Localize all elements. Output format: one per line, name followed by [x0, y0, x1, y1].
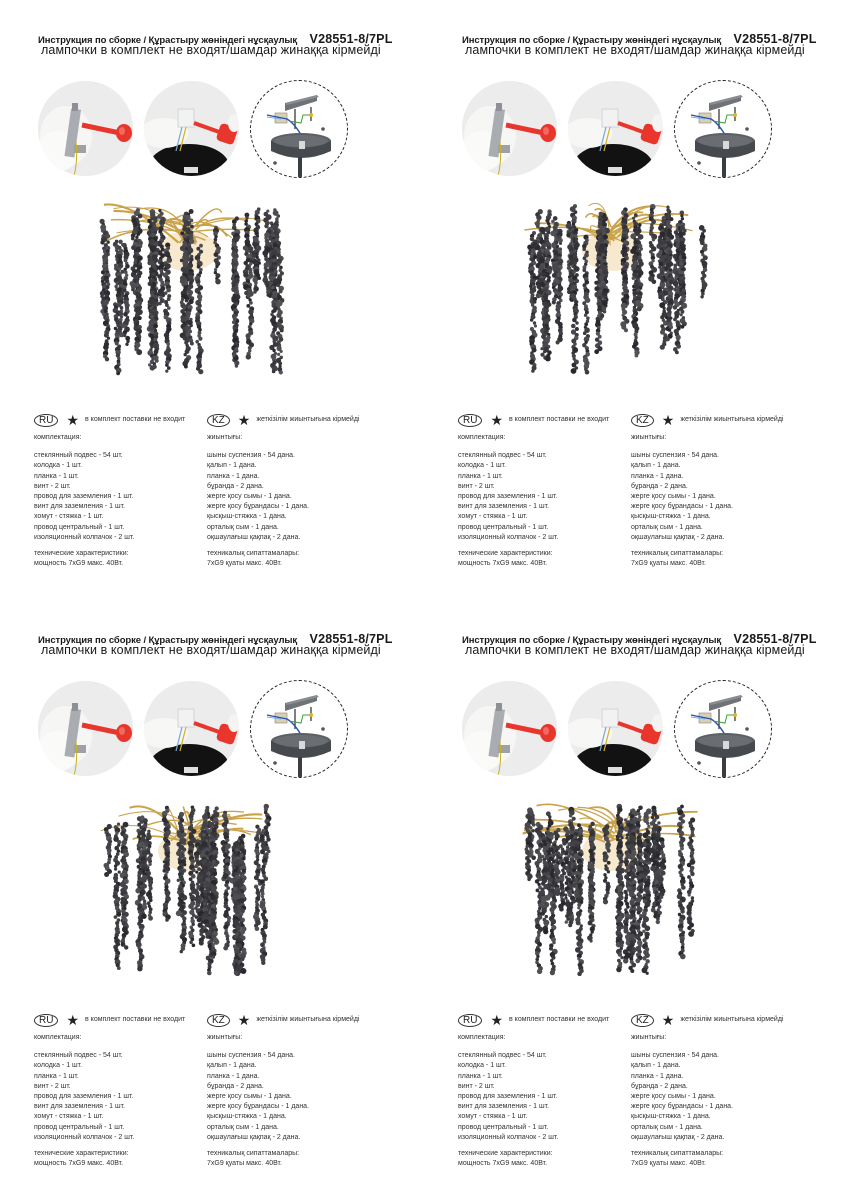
list-item: колодка - 1 шт. — [458, 1062, 507, 1070]
list-item: планка - 1 шт. — [34, 472, 79, 480]
ru-language-badge: RU — [34, 414, 58, 427]
mounting-diagram — [674, 80, 772, 178]
ru-specs-value: мощность 7xG9 макс. 40Вт. — [458, 560, 548, 568]
list-item: жерге қосу бұрандасы - 1 дана. — [631, 503, 734, 511]
instruction-title: Инструкция по сборке / Құрастыру жөніндегі нұсқаулық — [462, 35, 722, 46]
list-item: винт - 2 шт. — [458, 1082, 495, 1090]
ru-kit-heading: комплектация: — [34, 1034, 82, 1041]
kz-specs — [631, 549, 831, 569]
kz-specs-value: 7xG9 қуаты макс. 40Вт. — [631, 560, 706, 568]
kz-not-included-note: жеткізілім жиынтығына кірмейді — [256, 1015, 360, 1023]
kz-specs — [207, 549, 407, 569]
ru-specification-block — [458, 1013, 633, 1169]
ru-kit-list — [34, 451, 209, 543]
ru-kit-heading: комплектация: — [458, 1034, 506, 1041]
kz-not-included-note: жеткізілім жиынтығына кірмейді — [680, 415, 784, 423]
instruction-title: Инструкция по сборке / Құрастыру жөніндегі нұсқаулық — [462, 635, 722, 646]
list-item: орталық сым - 1 дана. — [207, 523, 279, 531]
list-item: планка - 1 дана. — [631, 1072, 684, 1080]
kz-kit-heading: жиынтығы: — [631, 1034, 667, 1041]
ru-specification-block — [34, 413, 209, 569]
list-item: хомут - стяжка - 1 шт. — [34, 513, 104, 521]
screwdriver-clamp-photo — [38, 81, 133, 176]
list-item: стеклянный подвес - 54 шт. — [458, 1052, 547, 1060]
model-number: V28551-8/7PL — [309, 32, 393, 46]
ru-specs-heading: технические характеристики: — [34, 550, 129, 558]
list-item: жерге қосу бұрандасы - 1 дана. — [631, 1103, 734, 1111]
ru-specs-value: мощность 7xG9 макс. 40Вт. — [34, 560, 124, 568]
kz-specification-block — [207, 413, 407, 569]
list-item: қалып - 1 дана. — [631, 462, 681, 470]
chandelier-product-image — [88, 196, 288, 376]
instruction-panel — [456, 628, 848, 1200]
ru-not-included-note: в комплект поставки не входит — [509, 415, 610, 423]
list-item: қалып - 1 дана. — [207, 462, 257, 470]
list-item: жерге қосу бұрандасы - 1 дана. — [207, 1103, 310, 1111]
ru-language-badge: RU — [458, 414, 482, 427]
asterisk-icon: ★ — [661, 1012, 675, 1028]
list-item: провод центральный - 1 шт. — [458, 1123, 549, 1131]
ru-language-badge: RU — [34, 1014, 58, 1027]
list-item: қысқыш-стяжка - 1 дана. — [207, 1113, 287, 1121]
kz-specs-heading: техникалық сипаттамалары: — [207, 1150, 300, 1158]
asterisk-icon: ★ — [237, 412, 251, 428]
list-item: изоляционный колпачок - 2 шт. — [458, 1133, 559, 1141]
list-item: шыны суспензия - 54 дана. — [207, 452, 296, 460]
kz-specs — [631, 1149, 831, 1169]
ru-specs — [34, 549, 209, 569]
asterisk-icon: ★ — [490, 1012, 504, 1028]
list-item: хомут - стяжка - 1 шт. — [458, 513, 528, 521]
kz-kit-heading: жиынтығы: — [631, 434, 667, 441]
kz-language-badge: KZ — [631, 1014, 654, 1027]
list-item: провод центральный - 1 шт. — [34, 1123, 125, 1131]
asterisk-icon: ★ — [661, 412, 675, 428]
ru-specs-value: мощность 7xG9 макс. 40Вт. — [34, 1160, 124, 1168]
list-item: планка - 1 дана. — [207, 472, 260, 480]
model-number: V28551-8/7PL — [309, 632, 393, 646]
list-item: оқшаулағыш қақпақ - 2 дана. — [631, 533, 725, 541]
screwdriver-terminal-photo — [568, 681, 663, 776]
kz-specs-heading: техникалық сипаттамалары: — [631, 1150, 724, 1158]
list-item: қысқыш-стяжка - 1 дана. — [631, 1113, 711, 1121]
ru-specification-block — [458, 413, 633, 569]
kz-specification-block — [631, 413, 831, 569]
kz-kit-heading: жиынтығы: — [207, 1034, 243, 1041]
ru-not-included-note: в комплект поставки не входит — [85, 1015, 186, 1023]
list-item: изоляционный колпачок - 2 шт. — [34, 1133, 135, 1141]
list-item: провод для заземления - 1 шт. — [34, 1093, 134, 1101]
list-item: провод центральный - 1 шт. — [458, 523, 549, 531]
list-item: бұранда - 2 дана. — [631, 482, 688, 490]
list-item: провод для заземления - 1 шт. — [34, 493, 134, 501]
list-item: винт для заземления - 1 шт. — [458, 1103, 550, 1111]
instruction-panel — [456, 28, 848, 608]
asterisk-icon: ★ — [237, 1012, 251, 1028]
ru-specs-heading: технические характеристики: — [458, 1150, 553, 1158]
list-item: бұранда - 2 дана. — [631, 1082, 688, 1090]
kz-kit-heading: жиынтығы: — [207, 434, 243, 441]
asterisk-icon: ★ — [66, 1012, 80, 1028]
ru-specification-block — [34, 1013, 209, 1169]
list-item: хомут - стяжка - 1 шт. — [34, 1113, 104, 1121]
ru-kit-list — [458, 451, 633, 543]
asterisk-icon: ★ — [66, 412, 80, 428]
chandelier-product-image — [512, 796, 712, 976]
ru-specs-heading: технические характеристики: — [34, 1150, 129, 1158]
kz-specs-value: 7xG9 қуаты макс. 40Вт. — [207, 1160, 282, 1168]
mounting-diagram — [250, 680, 348, 778]
screwdriver-clamp-photo — [462, 681, 557, 776]
mounting-diagram — [250, 80, 348, 178]
list-item: қысқыш-стяжка - 1 дана. — [631, 513, 711, 521]
kz-specs — [207, 1149, 407, 1169]
list-item: винт - 2 шт. — [34, 1082, 71, 1090]
screwdriver-terminal-photo — [568, 81, 663, 176]
list-item: жерге қосу бұрандасы - 1 дана. — [207, 503, 310, 511]
list-item: провод для заземления - 1 шт. — [458, 1093, 558, 1101]
list-item: стеклянный подвес - 54 шт. — [458, 452, 547, 460]
list-item: оқшаулағыш қақпақ - 2 дана. — [207, 533, 301, 541]
mounting-diagram — [674, 680, 772, 778]
ru-kit-list — [458, 1051, 633, 1143]
list-item: планка - 1 шт. — [458, 1072, 503, 1080]
ru-specs-value: мощность 7xG9 макс. 40Вт. — [458, 1160, 548, 1168]
list-item: планка - 1 шт. — [34, 1072, 79, 1080]
kz-language-badge: KZ — [207, 1014, 230, 1027]
list-item: винт для заземления - 1 шт. — [34, 1103, 126, 1111]
list-item: хомут - стяжка - 1 шт. — [458, 1113, 528, 1121]
screwdriver-terminal-photo — [144, 81, 239, 176]
list-item: шыны суспензия - 54 дана. — [207, 1052, 296, 1060]
list-item: стеклянный подвес - 54 шт. — [34, 1052, 123, 1060]
ru-specs-heading: технические характеристики: — [458, 550, 553, 558]
list-item: қалып - 1 дана. — [631, 1062, 681, 1070]
list-item: жерге қосу сымы - 1 дана. — [631, 493, 716, 501]
ru-specs — [458, 1149, 633, 1169]
instruction-panel — [32, 628, 432, 1200]
list-item: оқшаулағыш қақпақ - 2 дана. — [207, 1133, 301, 1141]
kz-kit-list — [207, 1051, 407, 1143]
ru-specs — [34, 1149, 209, 1169]
list-item: винт для заземления - 1 шт. — [34, 503, 126, 511]
list-item: колодка - 1 шт. — [34, 1062, 83, 1070]
kz-specs-heading: техникалық сипаттамалары: — [207, 550, 300, 558]
list-item: винт - 2 шт. — [458, 482, 495, 490]
ru-kit-heading: комплектация: — [458, 434, 506, 441]
model-number: V28551-8/7PL — [733, 32, 817, 46]
kz-kit-list — [631, 451, 831, 543]
list-item: изоляционный колпачок - 2 шт. — [458, 533, 559, 541]
kz-specs-value: 7xG9 қуаты макс. 40Вт. — [631, 1160, 706, 1168]
chandelier-product-image — [88, 796, 288, 976]
list-item: винт для заземления - 1 шт. — [458, 503, 550, 511]
list-item: қысқыш-стяжка - 1 дана. — [207, 513, 287, 521]
chandelier-product-image — [512, 196, 712, 376]
kz-kit-list — [207, 451, 407, 543]
list-item: колодка - 1 шт. — [458, 462, 507, 470]
asterisk-icon: ★ — [490, 412, 504, 428]
screwdriver-clamp-photo — [38, 681, 133, 776]
kz-kit-list — [631, 1051, 831, 1143]
model-number: V28551-8/7PL — [733, 632, 817, 646]
instruction-title: Инструкция по сборке / Құрастыру жөніндегі нұсқаулық — [38, 635, 298, 646]
list-item: планка - 1 шт. — [458, 472, 503, 480]
kz-not-included-note: жеткізілім жиынтығына кірмейді — [680, 1015, 784, 1023]
list-item: шыны суспензия - 54 дана. — [631, 452, 720, 460]
kz-specification-block — [631, 1013, 831, 1169]
ru-not-included-note: в комплект поставки не входит — [509, 1015, 610, 1023]
bulbs-not-included-note: лампочки в комплект не входят/шамдар жинаққа кірмейді — [465, 643, 805, 657]
list-item: орталық сым - 1 дана. — [631, 523, 703, 531]
bulbs-not-included-note: лампочки в комплект не входят/шамдар жинаққа кірмейді — [465, 43, 805, 57]
list-item: бұранда - 2 дана. — [207, 482, 264, 490]
ru-kit-list — [34, 1051, 209, 1143]
kz-specs-value: 7xG9 қуаты макс. 40Вт. — [207, 560, 282, 568]
kz-not-included-note: жеткізілім жиынтығына кірмейді — [256, 415, 360, 423]
list-item: планка - 1 дана. — [207, 1072, 260, 1080]
list-item: планка - 1 дана. — [631, 472, 684, 480]
ru-not-included-note: в комплект поставки не входит — [85, 415, 186, 423]
instruction-title: Инструкция по сборке / Құрастыру жөніндегі нұсқаулық — [38, 35, 298, 46]
bulbs-not-included-note: лампочки в комплект не входят/шамдар жинаққа кірмейді — [41, 43, 381, 57]
list-item: шыны суспензия - 54 дана. — [631, 1052, 720, 1060]
bulbs-not-included-note: лампочки в комплект не входят/шамдар жинаққа кірмейді — [41, 643, 381, 657]
list-item: жерге қосу сымы - 1 дана. — [207, 493, 292, 501]
list-item: қалып - 1 дана. — [207, 1062, 257, 1070]
kz-language-badge: KZ — [631, 414, 654, 427]
kz-specification-block — [207, 1013, 407, 1169]
list-item: провод для заземления - 1 шт. — [458, 493, 558, 501]
list-item: орталық сым - 1 дана. — [631, 1123, 703, 1131]
list-item: провод центральный - 1 шт. — [34, 523, 125, 531]
instruction-panel — [32, 28, 432, 608]
kz-language-badge: KZ — [207, 414, 230, 427]
list-item: орталық сым - 1 дана. — [207, 1123, 279, 1131]
list-item: винт - 2 шт. — [34, 482, 71, 490]
list-item: колодка - 1 шт. — [34, 462, 83, 470]
list-item: стеклянный подвес - 54 шт. — [34, 452, 123, 460]
ru-language-badge: RU — [458, 1014, 482, 1027]
list-item: жерге қосу сымы - 1 дана. — [207, 1093, 292, 1101]
list-item: жерге қосу сымы - 1 дана. — [631, 1093, 716, 1101]
kz-specs-heading: техникалық сипаттамалары: — [631, 550, 724, 558]
list-item: изоляционный колпачок - 2 шт. — [34, 533, 135, 541]
ru-specs — [458, 549, 633, 569]
list-item: оқшаулағыш қақпақ - 2 дана. — [631, 1133, 725, 1141]
screwdriver-terminal-photo — [144, 681, 239, 776]
screwdriver-clamp-photo — [462, 81, 557, 176]
ru-kit-heading: комплектация: — [34, 434, 82, 441]
list-item: бұранда - 2 дана. — [207, 1082, 264, 1090]
